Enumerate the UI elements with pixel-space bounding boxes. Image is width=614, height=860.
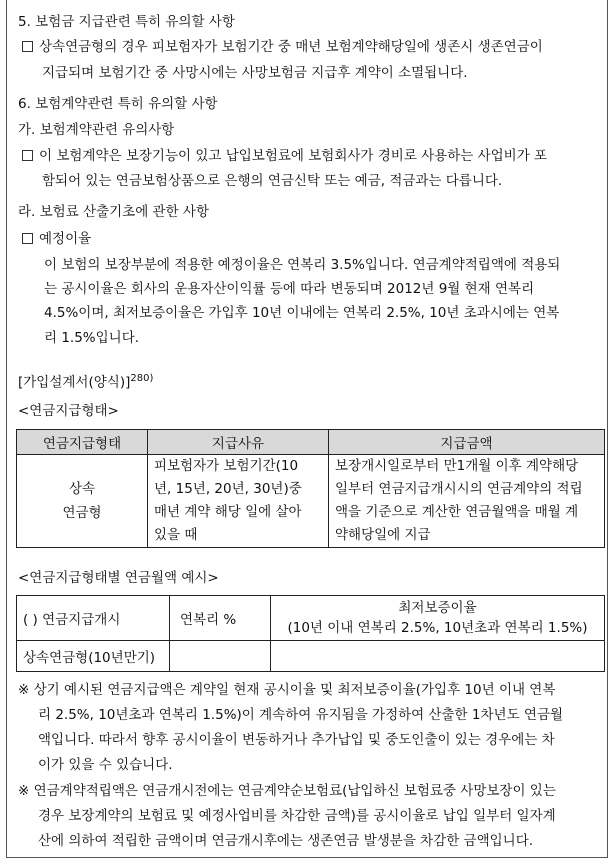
section-6-title: 6. 보험계약관련 특히 유의할 사항 [18,96,218,112]
cell-reason-line: 있을 때 [154,527,198,543]
checkbox-icon [22,233,33,244]
type-heading: <연금지급형태> [18,403,119,419]
rate-item-label: 예정이율 [39,231,92,247]
cell-amount-line: 약해당일에 지급 [335,527,431,543]
cell-reason-line: 년, 15년, 20년, 30년)중 [154,481,302,497]
header-min-rate [271,596,605,641]
cell-amount-line: 일부터 연금지급개시시의 연금계약의 적립 [335,481,583,497]
header-rate: 연복리 % [170,596,271,641]
row-label: 상속연금형(10년만기) [17,641,170,672]
row-rate-cell [170,641,271,672]
checkbox-icon [22,41,33,52]
section-5-item-line1: 상속연금형의 경우 피보험자가 보험기간 중 매년 보험계약해당일에 생존시 생존연금이 [39,39,543,55]
row-min-cell [271,641,605,672]
cell-type [17,455,148,548]
rate-text-line3: 4.5%이며, 최저보증이율은 가입후 10년 이내에는 연복리 2.5%, 10년 초과시에는 연복 [44,305,560,321]
payment-type-table [16,429,605,548]
note1-line2: 리 2.5%, 10년초과 연복리 1.5%)이 계속하여 유지됨을 가정하여 산출한 1차년도 연금월 [38,707,564,723]
note2-line2: 경우 보장계약의 보험료 및 예정사업비를 차감한 금액)를 공시이율로 납입 일부터 일자계 [38,808,556,824]
example-heading: <연금지급형태별 연금월액 예시> [18,570,219,586]
section-6-item-a-line1: 이 보험계약은 보장기능이 있고 납입보험료에 보험회사가 경비로 사용하는 사업비가 포 [39,148,548,164]
rate-text-line1: 이 보험의 보장부분에 적용한 예정이율은 연복리 3.5%입니다. 연금계약적립액에 적용되 [44,257,561,273]
header-min-rate-line2: (10년 이내 연복리 2.5%, 10년초과 연복리 1.5%) [287,620,588,636]
cell-amount-line: 보장개시일로부터 만1개월 이후 계약해당 [335,458,579,474]
design-title-text: [가입설계서(양식)] [18,374,131,391]
rate-text-line4: 리 1.5%입니다. [44,330,140,346]
note1-line1: ※ 상기 예시된 연금지급액은 계약일 현재 공시이율 및 최저보증이율(가입후 10년 이내 연복 [18,682,556,698]
header-amount: 지급금액 [329,430,605,455]
cell-type-line1: 상속 [68,481,96,497]
section-5-item [22,38,543,56]
section-5-title: 5. 보험금 지급관련 특히 유의할 사항 [18,14,235,30]
note1-line4: 이가 있을 수 있습니다. [38,757,173,773]
design-title [18,370,153,392]
rate-text-line2: 는 공시이율은 회사의 운용자산이익률 등에 따라 변동되며 2012년 9월 현재 연복리 [44,281,535,297]
note2-line3: 산에 의하여 적립한 금액이며 연금개시후에는 생존연금 발생분을 차감한 금액입니다. [38,833,534,849]
table-header-row [17,430,605,455]
cell-amount-line: 액을 기준으로 계산한 연금월액을 매월 계 [335,504,579,520]
cell-reason [148,455,329,548]
section-6-item-a-line2: 함되어 있는 연금보험상품으로 은행의 연금신탁 또는 예금, 적금과는 다릅니다. [42,173,503,189]
rate-item [22,230,91,248]
section-6-sub-ra: 라. 보험료 산출기초에 관한 사항 [18,204,209,220]
cell-reason-line: 매년 계약 해당 일에 살아 [154,504,302,520]
section-6-sub-a: 가. 보험계약관련 유의사항 [18,122,175,138]
table-header-row [17,596,605,641]
section-6-item-a [22,147,547,165]
table-row [17,455,605,548]
cell-type-line2: 연금형 [62,505,102,521]
note1-line3: 액입니다. 따라서 향후 공시이율이 변동하거나 추가납입 및 중도인출이 있는 경우에는 차 [38,732,555,748]
monthly-example-table [16,595,605,672]
footnote-ref: 280) [130,373,154,384]
checkbox-icon [22,150,33,161]
header-type: 연금지급형태 [17,430,148,455]
cell-reason-line: 피보험자가 보험기간(10 [154,458,299,474]
section-5-item-line2: 지급되며 보험기간 중 사망시에는 사망보험금 지급후 계약이 소멸됩니다. [42,65,468,81]
cell-amount [329,455,605,548]
note2-line1: ※ 연금계약적립액은 연금개시전에는 연금계약순보험료(납입하신 보험료중 사망보장이 있는 [18,783,556,799]
table-row [17,641,605,672]
header-reason: 지급사유 [148,430,329,455]
header-min-rate-line1: 최저보증이율 [398,600,477,616]
header-start: ( ) 연금지급개시 [17,596,170,641]
